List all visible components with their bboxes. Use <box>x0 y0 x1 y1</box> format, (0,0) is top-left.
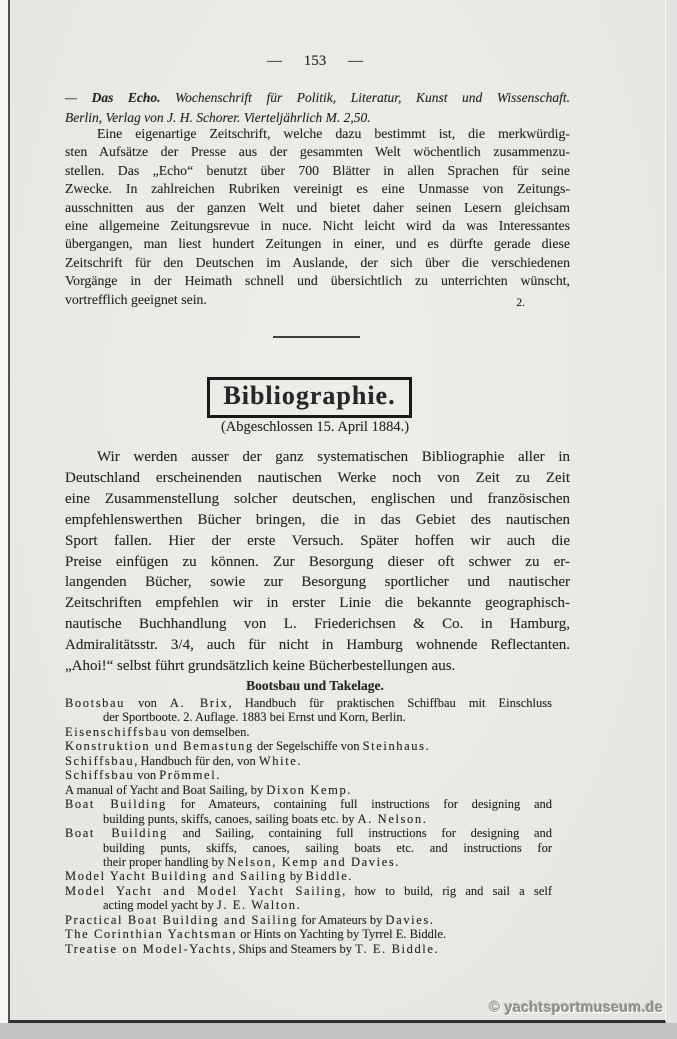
text-line <box>65 291 570 309</box>
watermark: © yachtsportmuseum.de <box>489 1000 663 1016</box>
text-line <box>65 768 552 782</box>
text-segment: Konstruktion und Bemastung <box>65 739 254 754</box>
text-segment: — <box>65 90 92 105</box>
text-line <box>65 468 570 489</box>
text-line <box>65 898 552 912</box>
text-line <box>65 272 570 290</box>
text-line <box>65 217 570 235</box>
scan-right-edge <box>666 0 677 1023</box>
text-segment: Zwecke. In zahlreichen Rubriken vereinigt es eine Unmasse von Zeitungs- <box>65 181 570 197</box>
text-segment: ausschnitten aus der ganzen Welt und bietet daher seinen Lesern gleichsam <box>65 199 570 215</box>
text-line <box>65 593 570 614</box>
text-segment: Boat Building <box>65 797 167 812</box>
text-segment: or Hints on Yachting by Tyrrel E. Biddle. <box>237 927 447 942</box>
text-line <box>65 572 570 593</box>
book-entry <box>65 696 552 725</box>
text-line <box>65 489 570 510</box>
bibliography-title-box <box>207 377 411 418</box>
text-line <box>65 125 570 143</box>
text-line <box>65 797 552 811</box>
text-line <box>65 913 552 927</box>
book-list <box>65 696 552 956</box>
text-segment: Sport fallen. Hier der erste Versuch. Später hoffen wir auch die <box>65 532 570 549</box>
text-segment: Davies. <box>385 912 435 927</box>
text-line <box>65 162 570 180</box>
text-segment: and Sailing, containing full instructions for designing and <box>167 826 553 841</box>
text-line <box>65 510 570 531</box>
text-segment: Deutschland erscheinenden nautischen Werke noch von Zeit zu Zeit <box>65 469 570 486</box>
text-segment: vortrefflich geeignet sein. <box>65 291 207 307</box>
section-divider <box>273 336 360 338</box>
text-segment: for Amateurs by <box>298 912 386 927</box>
footnote-mark: 2. <box>516 296 525 309</box>
text-line <box>65 884 552 898</box>
text-segment: by <box>286 869 306 884</box>
text-segment: J. E. Walton. <box>216 898 302 913</box>
book-entry <box>65 826 552 869</box>
book-entry <box>65 725 552 739</box>
text-line <box>65 552 570 573</box>
text-segment: , Ships and Steamers by <box>232 941 356 956</box>
text-segment: langenden Bücher, sowie zur Besorgung sportlicher und nautischer <box>65 574 570 591</box>
bibliography-title-row <box>57 377 562 418</box>
text-line <box>65 254 570 272</box>
text-segment: A manual of Yacht and Boat Sailing, by <box>65 782 267 797</box>
book-entry <box>65 754 552 768</box>
text-segment: eine Zusammenstellung solcher deutschen, englischen und französischen <box>65 490 570 507</box>
text-segment: Prömmel. <box>159 768 222 783</box>
scanned-page <box>8 0 666 1023</box>
book-entry <box>65 884 552 913</box>
text-segment: der Segelschiffe von <box>253 739 363 754</box>
book-entry <box>65 927 552 941</box>
text-segment: Eine eigenartige Zeitschrift, welche dazu bestimmt ist, die merkwürdig- <box>97 126 570 141</box>
text-segment: Dixon Kemp. <box>266 782 353 797</box>
text-segment: Das Echo. <box>91 90 161 105</box>
text-segment: , Handbuch für den, von <box>134 753 259 768</box>
text-segment: Eisenschiffsbau <box>65 724 168 739</box>
text-line <box>65 235 570 253</box>
text-line <box>65 696 552 710</box>
book-entry <box>65 942 552 956</box>
text-line <box>65 88 570 108</box>
book-entry <box>65 739 552 753</box>
book-entry <box>65 768 552 782</box>
text-segment: Schiffsbau <box>65 753 135 768</box>
text-segment: Admiralitätsstr. 3/4, auch für nicht in Hamburg wohnende Reflectanten. <box>65 637 570 654</box>
text-segment: , Handbuch für praktischen Schiffbau mit Einschluss <box>228 696 553 710</box>
text-segment: A. Nelson. <box>357 811 428 826</box>
book-entry <box>65 913 552 927</box>
text-segment: Preise einfügen zu können. Zur Besorgung dieser oft schwer zu er- <box>65 553 570 570</box>
text-segment: Model Yacht Building and Sailing <box>65 869 287 884</box>
text-segment: White. <box>258 753 303 768</box>
text-segment: Boat Building <box>65 826 168 841</box>
text-segment: building punts, skiffs, canoes, sailing boats etc. and instructions for <box>103 840 552 855</box>
text-line <box>65 447 570 468</box>
text-segment: , how to build, rig and sail a self <box>342 883 552 898</box>
text-segment: Berlin, Verlag von J. H. Schorer. Vierteljährlich M. 2,50. <box>65 110 371 125</box>
text-line <box>65 531 570 552</box>
book-entry <box>65 797 552 826</box>
text-line <box>65 826 552 840</box>
section-title: Bootsbau und Takelage. <box>246 678 384 693</box>
text-segment: nautische Buchhandlung von L. Friederichsen & Co. in Hamburg, <box>65 616 570 633</box>
text-line <box>65 783 552 797</box>
text-segment: for Amateurs, containing full instructions for designing and <box>166 797 552 812</box>
text-segment: sten Aufsätze der Presse aus der gesammten Welt wöchentlich zusammenzu- <box>65 144 570 160</box>
text-segment: von <box>134 768 160 783</box>
text-segment: der Sportboote. 2. Auflage. 1883 bei Ernst und Korn, Berlin. <box>103 710 406 725</box>
text-line <box>65 754 552 768</box>
text-line <box>65 635 570 656</box>
text-line <box>65 143 570 161</box>
text-segment: Practical Boat Building and Sailing <box>65 912 299 927</box>
text-line <box>65 927 552 941</box>
text-segment: T. E. Biddle. <box>355 941 440 956</box>
scan-bottom-edge <box>0 1023 677 1039</box>
text-segment: acting model yacht by <box>103 898 217 913</box>
page-number: — 153 — <box>267 53 363 69</box>
text-line <box>65 614 570 635</box>
text-segment: The Corinthian Yachtsman <box>65 927 238 942</box>
text-segment: empfehlenswerthen Bücher bringen, die in das Gebiet des nautischen <box>65 511 570 528</box>
scan-left-edge <box>0 0 8 1023</box>
text-line <box>65 942 552 956</box>
text-segment: stellen. Das „Echo“ benutzt über 700 Blätter in allen Sprachen für seine <box>65 162 570 178</box>
bibliography-subtitle: (Abgeschlossen 15. April 1884.) <box>220 419 410 435</box>
review-body <box>65 125 570 312</box>
bibliography-intro <box>65 447 570 677</box>
book-entry <box>65 869 552 883</box>
text-segment: Biddle. <box>305 869 354 884</box>
text-line <box>65 710 552 724</box>
text-segment: eine allgemeine Zeitungsrevue in nuce. Nicht leicht wird da was Interessantes <box>65 218 570 234</box>
bibliography-title: Bibliographie. <box>223 381 396 410</box>
text-line <box>65 812 552 826</box>
text-segment: von <box>125 696 170 710</box>
text-segment: Nelson, Kemp and Davies. <box>227 854 401 869</box>
text-line <box>65 199 570 217</box>
text-segment: von demselben. <box>167 724 250 739</box>
text-segment: Wir werden ausser der ganz systematischen Bibliographie aller in <box>97 449 570 465</box>
text-segment: Model Yacht and Model Yacht Sailing <box>65 883 343 898</box>
text-segment: their proper handling by <box>103 854 228 869</box>
review-header <box>65 88 570 128</box>
text-segment: Wochenschrift für Politik, Literatur, Kunst und Wissenschaft. <box>160 90 570 105</box>
text-segment: A. Brix <box>169 696 229 710</box>
text-segment: „Ahoi!“ selbst führt grundsätzlich keine Bücherbestellungen aus. <box>65 658 456 675</box>
text-segment: Bootsbau <box>65 696 126 710</box>
text-line <box>65 725 552 739</box>
text-segment: Schiffsbau <box>65 768 135 783</box>
text-segment: Zeitschriften empfehlen wir in erster Linie die bekannte geographisch- <box>65 595 570 612</box>
book-entry <box>65 783 552 797</box>
text-line <box>65 656 570 677</box>
text-line <box>65 739 552 753</box>
text-segment: Treatise on Model-Yachts <box>65 941 233 956</box>
text-segment: übergangen, man liest hundert Zeitungen in einer, und es dürfte gerade diese <box>65 236 570 252</box>
text-line <box>65 869 552 883</box>
text-line <box>65 855 552 869</box>
text-segment: building punts, skiffs, canoes, sailing boats etc. by <box>103 811 358 826</box>
text-segment: Steinhaus. <box>362 739 431 754</box>
text-segment: Zeitschrift für den Deutschen im Auslande, der sich über die verschiedenen <box>65 254 570 270</box>
text-segment: Vorgänge in der Heimath schnell und übersichtlich zu unterrichten wünscht, <box>65 273 570 289</box>
text-line <box>65 841 552 855</box>
text-line <box>65 180 570 198</box>
